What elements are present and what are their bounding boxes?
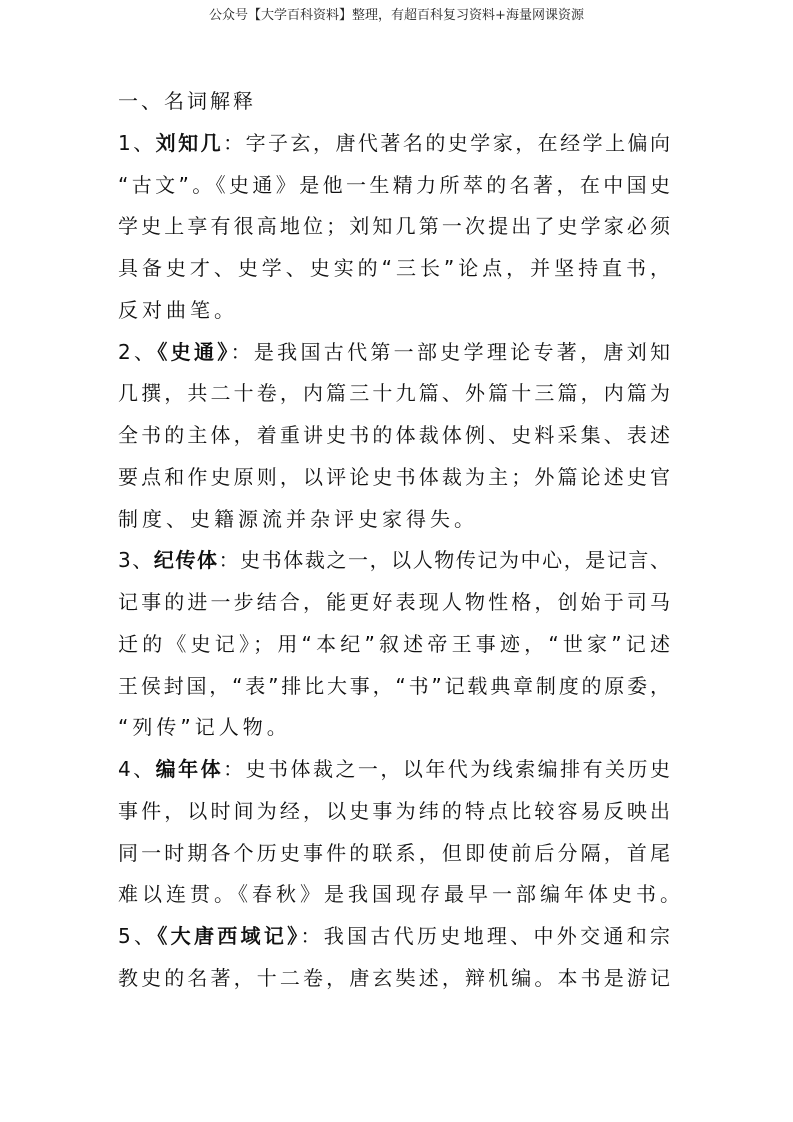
entry-line: 教史的名著，十二卷，唐玄奘述，辩机编。本书是游记	[118, 965, 670, 990]
term-entry	[118, 545, 670, 754]
entry-last-line: 反对曲笔。	[118, 297, 238, 322]
entry-line: 学史上享有很高地位；刘知几第一次提出了史学家必须	[118, 214, 670, 239]
entry-line: 具备史才、史学、史实的“三长”论点，并坚持直书，	[118, 256, 670, 280]
entry-line: 事件，以时间为经，以史事为纬的特点比较容易反映出	[118, 798, 670, 823]
entry-text: ：史书体裁之一，以人物传记为中心，是记言、	[218, 548, 671, 573]
section-title: 一、名词解释	[118, 89, 256, 113]
entry-line: 全书的主体，着重讲史书的体裁体例、史料采集、表述	[118, 423, 670, 447]
entry-line: 王侯封国，“表”排比大事，“书”记载典章制度的原委，	[118, 673, 670, 698]
entry-line: “古文”。《史通》是他一生精力所萃的名著，在中国史	[118, 172, 670, 197]
entry-number: 1、	[118, 130, 156, 155]
entry-text: ：我国古代历史地理、中外交通和宗	[300, 924, 671, 948]
page-header: 公众号【大学百科资料】整理，有超百科复习资料+海量网课资源	[209, 8, 584, 23]
entry-line: 迁的《史记》；用“本纪”叙述帝王事迹，“世家”记述	[118, 631, 670, 656]
entry-text: ：字子玄，唐代著名的史学家，在经学上偏向	[223, 130, 671, 155]
entry-first-line	[118, 337, 670, 379]
entry-number: 4、	[118, 757, 156, 781]
entry-number: 2、	[118, 339, 158, 364]
entry-text: ：是我国古代第一部史学理论专著，唐刘知	[230, 339, 671, 364]
entry-term: 刘知几	[155, 130, 224, 155]
entry-line: 记事的进一步结合，能更好表现人物性格，创始于司马	[118, 590, 670, 614]
term-entry	[118, 754, 684, 921]
entry-text: ：史书体裁之一，以年代为线索编排有关历史	[223, 757, 671, 781]
entry-term: 纪传体	[153, 548, 219, 573]
term-entry	[118, 337, 670, 546]
entry-first-line	[118, 754, 670, 796]
entry-last-line: “列传”记人物。	[118, 715, 291, 740]
entry-number: 5、	[118, 924, 158, 948]
entry-term: 编年体	[155, 757, 224, 781]
term-entry	[118, 128, 670, 337]
term-list	[118, 128, 684, 1005]
entry-line: 要点和作史原则，以评论史书体裁为主；外篇论述史官	[118, 464, 670, 489]
entry-first-line	[118, 128, 670, 170]
entry-line: 几撰，共二十卷，内篇三十九篇、外篇十三篇，内篇为	[118, 381, 670, 406]
term-entry	[118, 921, 670, 1005]
entry-last-line: 制度、史籍源流并杂评史家得失。	[118, 506, 478, 531]
document-body	[118, 86, 684, 1005]
entry-last-line: 难以连贯。《春秋》是我国现存最早一部编年体史书。	[118, 882, 684, 907]
entry-line: 同一时期各个历史事件的联系，但即使前后分隔，首尾	[118, 840, 670, 865]
entry-first-line	[118, 545, 670, 587]
entry-first-line	[118, 921, 670, 963]
entry-number: 3、	[118, 548, 154, 573]
entry-term: 《大唐西域记》	[157, 924, 301, 948]
entry-term: 《史通》	[157, 339, 231, 364]
